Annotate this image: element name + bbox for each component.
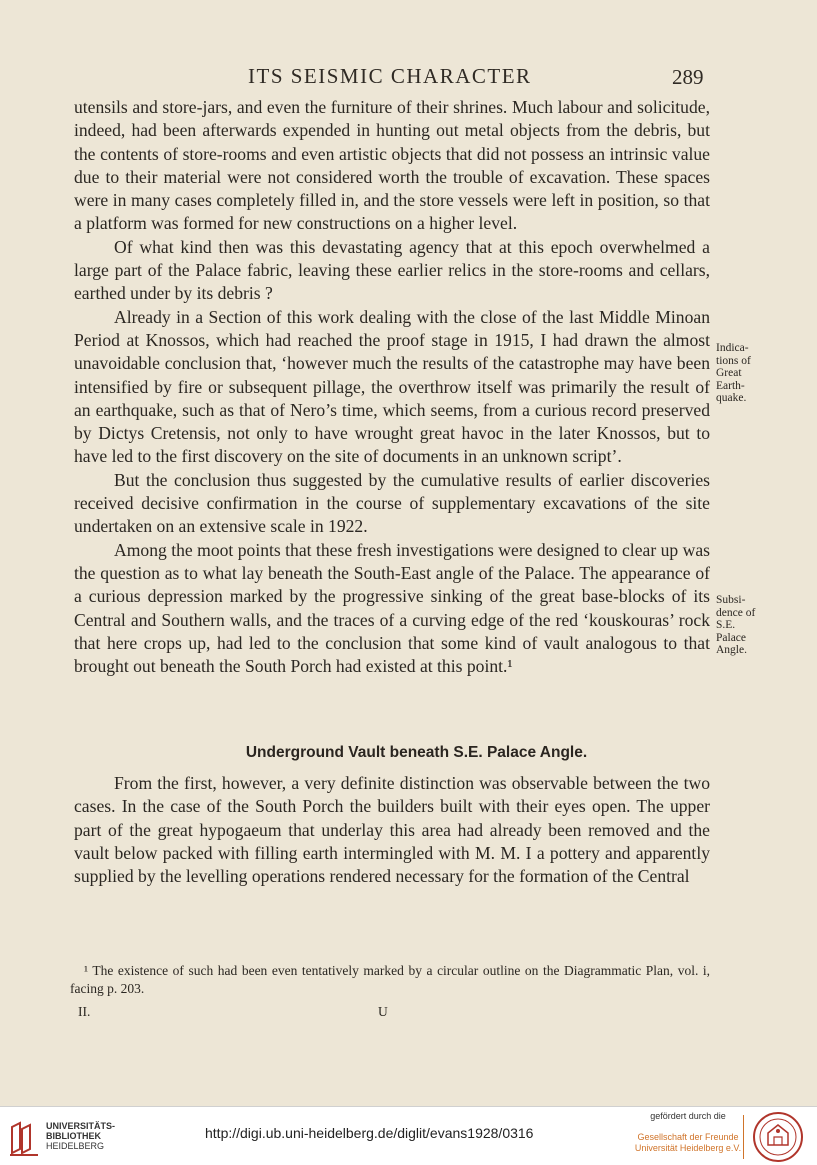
paragraph: From the first, however, a very definite distinction was observable between the two cases. In the case of the South Porch the builders built with their eyes open. The upper part of the great hypogaeum that underlay this area had already been removed and the vault below packed with filling earth intermingled with M. M. I a pottery and apparently supplied by the levelling operations rendered necessary for the formation of the Central (74, 773, 710, 887)
paragraph: Of what kind then was this devastating agency that at this epoch overwhelmed a large part of the Palace fabric, leaving these earlier relics in the store-rooms and cellars, earthed under by its debris ? (74, 236, 710, 304)
margin-note-earthquake: Indica- tions of Great Earth- quake. (716, 342, 751, 404)
section-heading: Underground Vault beneath S.E. Palace Angle. (245, 744, 588, 761)
margin-note-subsidence: Subsi- dence of S.E. Palace Angle. (716, 594, 756, 656)
sponsor-name: Gesellschaft der Freunde Universität Heidelberg e.V. (634, 1132, 742, 1153)
page-header (0, 64, 817, 94)
sponsor-caption: gefördert durch die (650, 1111, 726, 1121)
running-title: ITS SEISMIC CHARACTER (248, 64, 532, 88)
permalink-url[interactable]: http://digi.ub.uni-heidelberg.de/diglit/evans1928/0316 (205, 1125, 534, 1141)
divider (743, 1115, 744, 1159)
paragraph: Already in a Section of this work dealing with the close of the last Middle Minoan Period at Knossos, which had reached the proof stage in 1915, I had drawn the almost unavoidable conclusion that, ‘however much the results of the catastrophe may have been intensified by fire or subsequent pillage, the overthrow itself was primarily the result of an earthquake, such as that of Nero’s time, which seems, from a curious record preserved by Dictys Cretensis, not only to have wrought great havoc in the later Knossos, but to have led to the first discovery on the site of documents in an unknown script’. (74, 306, 710, 467)
main-text (74, 96, 710, 678)
paragraph: utensils and store-jars, and even the furniture of their shrines. Much labour and solicitude, indeed, had been afterwards expended in hunting out metal objects from the debris, but the contents of store-rooms and even artistic objects that did not possess an intrinsic value due to their material were not considered worth the trouble of excavation. These spaces were in many cases completely filled in, and the store vessels were left in position, so that a platform was formed for new constructions on a higher level. (74, 97, 710, 234)
university-seal-icon (752, 1111, 804, 1163)
paragraph: Among the moot points that these fresh investigations were designed to clear up was the question as to what lay beneath the South-East angle of the Palace. The appearance of a curious depression marked by the progressive sinking of the great base-blocks of its Central and Southern walls, and the traces of a curving edge of the red ‘kouskouras’ rock that here crops up, had led to the conclusion that some kind of vault analogous to that brought out beneath the South Porch had existed at this point.¹ (74, 539, 710, 677)
library-name: UNIVERSITÄTS- BIBLIOTHEK HEIDELBERG (46, 1121, 116, 1151)
volume-mark: II. (78, 1004, 91, 1019)
page-number: 289 (672, 65, 704, 89)
paragraph: But the conclusion thus suggested by the cumulative results of earlier discoveries received decisive confirmation in the course of supplementary excavations of the site undertaken on an extensive scale in 1922. (74, 469, 710, 537)
main-text-continued (74, 772, 710, 888)
library-logo-icon[interactable] (8, 1119, 42, 1157)
footnote: ¹ The existence of such had been even tentatively marked by a circular outline on the Diagrammatic Plan, vol. i, facing p. 203. (70, 963, 710, 996)
digitization-footer (0, 1106, 817, 1165)
sponsor-block (634, 1111, 742, 1154)
signature-letter: U (378, 1004, 388, 1019)
